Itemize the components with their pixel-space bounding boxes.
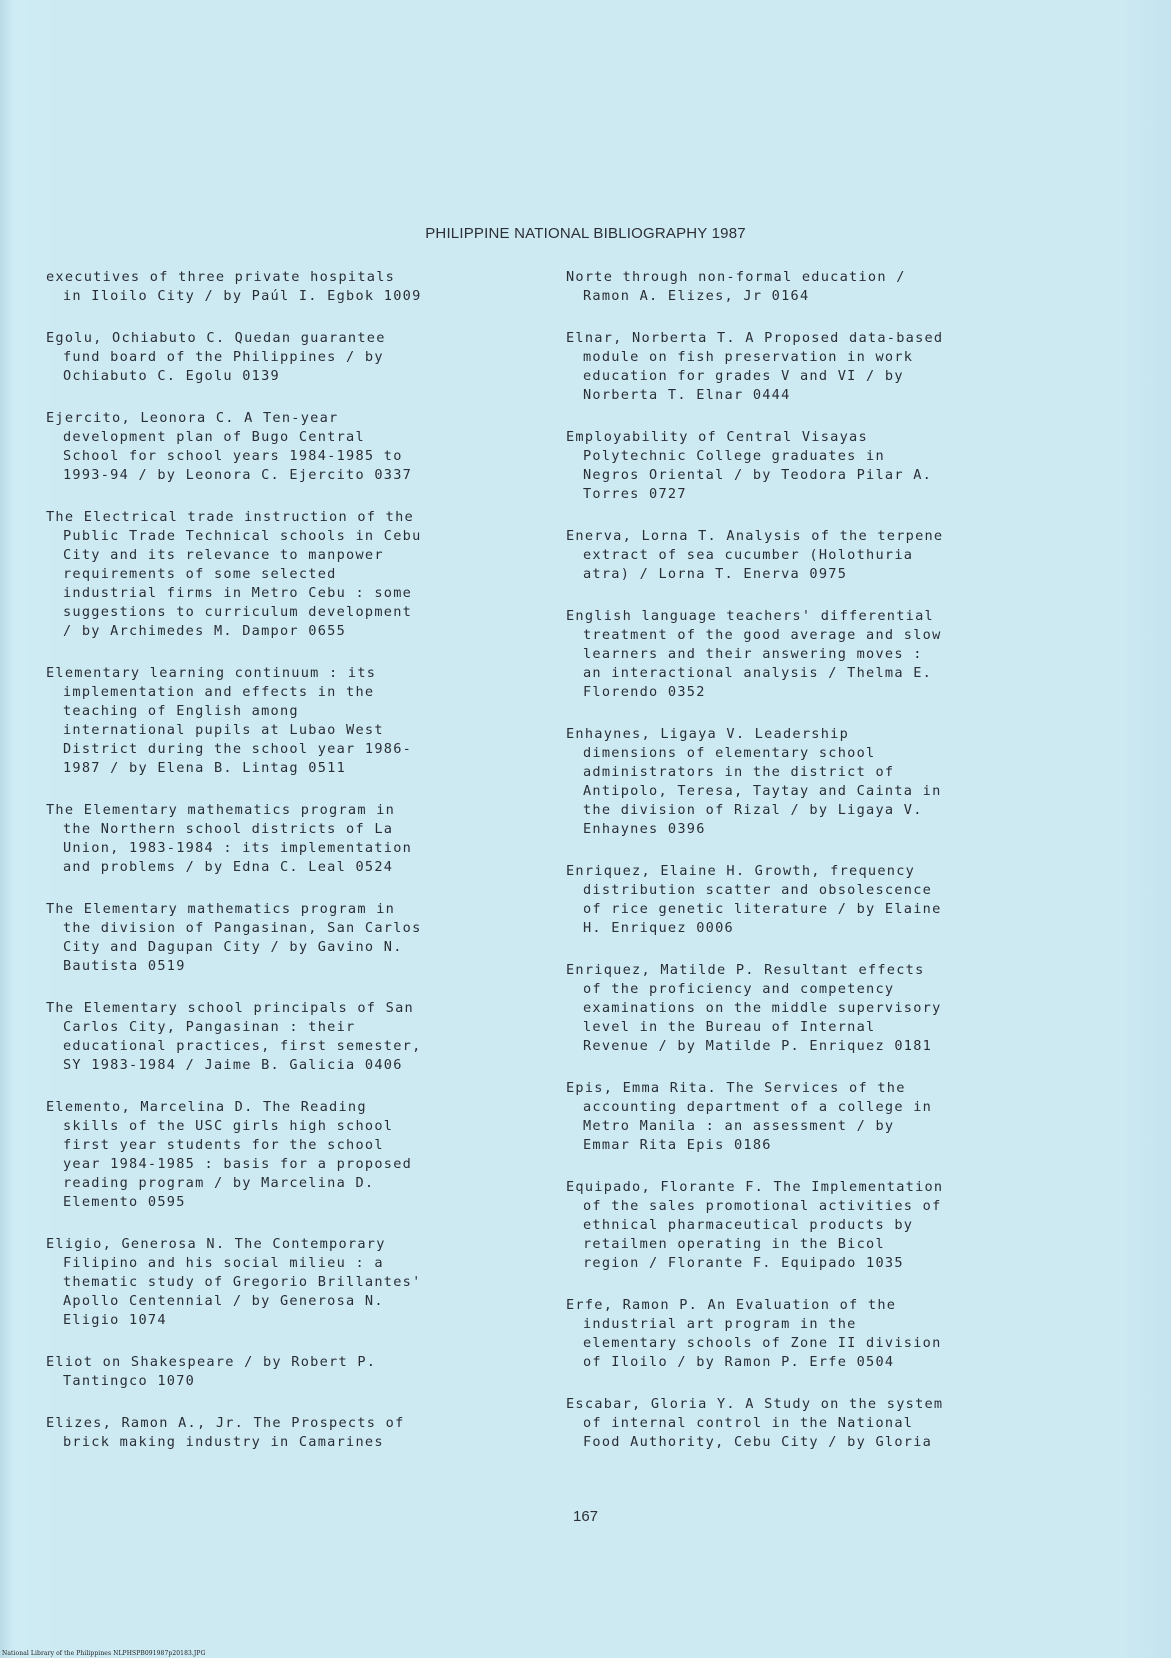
bibliography-entry: The Elementary mathematics program in the Northern school districts of La Union, 1983-1984 : its implementation and problems / by Edna C. Leal 0524 <box>46 802 413 875</box>
bibliography-entry: Eliot on Shakespeare / by Robert P. Tantingco 1070 <box>46 1354 377 1389</box>
right-column <box>566 268 1066 1475</box>
bibliography-entry: Erfe, Ramon P. An Evaluation of the industrial art program in the elementary schools of Zone II division of Iloilo / by Ramon P. Erfe 0504 <box>566 1297 942 1370</box>
page-number: 167 <box>572 1508 599 1525</box>
bibliography-entry: Enriquez, Matilde P. Resultant effects of the proficiency and competency examinations on the middle supervisory level in the Bureau of Internal Revenue / by Matilde P. Enriquez 0181 <box>566 962 942 1054</box>
bibliography-entry: Epis, Emma Rita. The Services of the accounting department of a college in Metro Manila : an assessment / by Emmar Rita Epis 0186 <box>566 1080 933 1153</box>
bibliography-entry: The Elementary school principals of San Carlos City, Pangasinan : their educational practices, first semester, SY 1983-1984 / Jaime B. Galicia 0406 <box>46 1000 422 1073</box>
page-header: PHILIPPINE NATIONAL BIBLIOGRAPHY 1987 <box>425 225 746 242</box>
bibliography-entry: Elizes, Ramon A., Jr. The Prospects of brick making industry in Camarines <box>46 1415 405 1450</box>
bibliography-entry: Enriquez, Elaine H. Growth, frequency distribution scatter and obsolescence of rice genetic literature / by Elaine H. Enriquez 0006 <box>566 863 942 936</box>
bibliography-entry: Eligio, Generosa N. The Contemporary Filipino and his social milieu : a thematic study of Gregorio Brillantes' Apollo Centennial / by Generosa N. Eligio 1074 <box>46 1236 422 1328</box>
bibliography-entry: English language teachers' differential treatment of the good average and slow learners and their answering moves : an interactional analysis / Thelma E. Florendo 0352 <box>566 608 942 700</box>
bibliography-entry: Ejercito, Leonora C. A Ten-year development plan of Bugo Central School for school years 1984-1985 to 1993-94 / by Leonora C. Ejercito 0337 <box>46 410 413 483</box>
bibliography-entry: The Elementary mathematics program in the division of Pangasinan, San Carlos City and Dagupan City / by Gavino N. Bautista 0519 <box>46 901 422 974</box>
bibliography-entry: Elementary learning continuum : its implementation and effects in the teaching of English among international pupils at Lubao West District during the school year 1986- 1987 / by Elena B. Lintag 0511 <box>46 665 413 776</box>
bibliography-entry: Norte through non-formal education / Ramon A. Elizes, Jr 0164 <box>566 269 906 304</box>
bibliography-entry: Equipado, Florante F. The Implementation of the sales promotional activities of ethnical pharmaceutical products by retailmen operating in the Bicol region / Florante F. Equipado 1035 <box>566 1179 944 1271</box>
bibliography-entry: The Electrical trade instruction of the Public Trade Technical schools in Cebu City and its relevance to manpower requirements of some selected industrial firms in Metro Cebu : some suggestions to curriculum development / by Archimedes M. Dampor 0655 <box>46 509 422 639</box>
bibliography-entry: Enerva, Lorna T. Analysis of the terpene extract of sea cucumber (Holothuria atra) / Lorna T. Enerva 0975 <box>566 528 944 582</box>
bibliography-entry: executives of three private hospitals in Iloilo City / by Paúl I. Egbok 1009 <box>46 269 422 304</box>
scan-credit: National Library of the Philippines NLPHSPB091987p20183.JPG <box>2 1650 206 1657</box>
bibliography-entry: Elemento, Marcelina D. The Reading skills of the USC girls high school first year students for the school year 1984-1985 : basis for a proposed reading program / by Marcelina D. Elemento 0595 <box>46 1099 413 1210</box>
left-column <box>46 268 546 1475</box>
bibliography-entry: Egolu, Ochiabuto C. Quedan guarantee fund board of the Philippines / by Ochiabuto C. Egolu 0139 <box>46 330 386 384</box>
bibliography-entry: Employability of Central Visayas Polytechnic College graduates in Negros Oriental / by Teodora Pilar A. Torres 0727 <box>566 429 933 502</box>
bibliography-entry: Enhaynes, Ligaya V. Leadership dimensions of elementary school administrators in the district of Antipolo, Teresa, Taytay and Cainta in the division of Rizal / by Ligaya V. Enhaynes 0396 <box>566 726 942 837</box>
bibliography-entry: Elnar, Norberta T. A Proposed data-based module on fish preservation in work education for grades V and VI / by Norberta T. Elnar 0444 <box>566 330 944 403</box>
bibliography-entry: Escabar, Gloria Y. A Study on the system of internal control in the National Food Authority, Cebu City / by Gloria <box>566 1396 944 1450</box>
